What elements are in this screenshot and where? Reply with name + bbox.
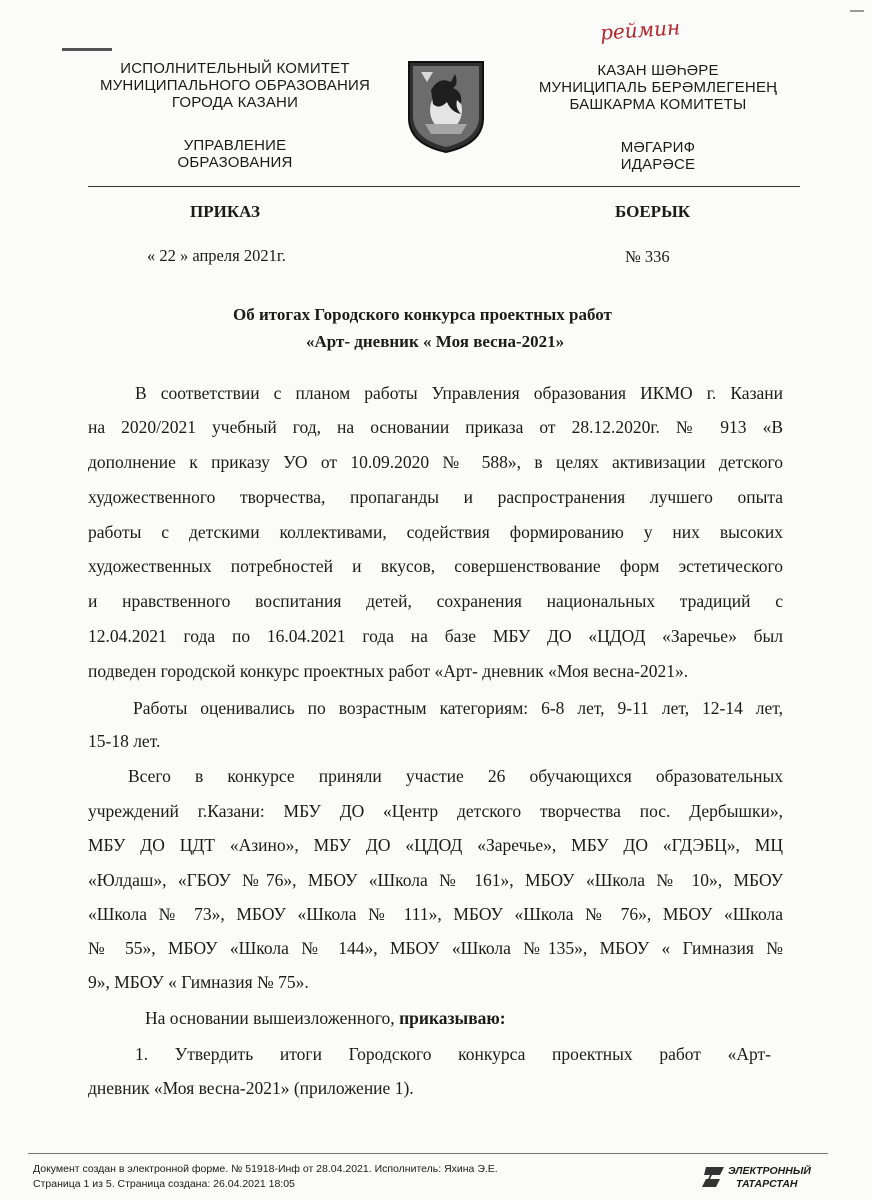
body-line: работы с детскими коллективами, содействия формированию у них высоких	[88, 522, 783, 542]
decree-line	[145, 1008, 506, 1028]
footer-doc-info: Документ создан в электронной форме. № 51918-Инф от 28.04.2021. Исполнитель: Яхина Э.Е.	[33, 1163, 498, 1175]
electronic-tatarstan-logo	[700, 1163, 820, 1193]
tatarstan-logo-icon	[700, 1165, 726, 1189]
body-line: 15-18 лет.	[88, 731, 161, 751]
body-line: Работы оценивались по возрастным категориям: 6-8 лет, 9-11 лет, 12-14 лет,	[133, 698, 783, 718]
body-line: В соответствии с планом работы Управления образования ИКМО г. Казани	[135, 383, 783, 403]
org-name-ru-2: МУНИЦИПАЛЬНОГО ОБРАЗОВАНИЯ	[100, 77, 370, 94]
scan-mark-corner	[850, 10, 864, 12]
body-line: № 55», МБОУ «Школа № 144», МБОУ «Школа №135», МБОУ « Гимназия №	[88, 938, 783, 958]
item-1-line-2: дневник «Моя весна-2021» (приложение 1).	[88, 1078, 414, 1098]
dept-name-ru-1: УПРАВЛЕНИЕ	[183, 137, 287, 154]
body-line: подведен городской конкурс проектных работ «Арт- дневник «Моя весна-2021».	[88, 661, 689, 681]
scan-mark	[62, 48, 112, 51]
body-line: «Юлдаш», «ГБОУ №76», МБОУ «Школа № 161», МБОУ «Школа № 10», МБОУ	[88, 870, 783, 890]
body-line: художественного творчества, пропаганды и распространения лучшего опыта	[88, 487, 783, 507]
order-title-tt: БОЕРЫК	[615, 202, 691, 221]
org-name-ru-1: ИСПОЛНИТЕЛЬНЫЙ КОМИТЕТ	[120, 60, 350, 77]
dept-name-ru-2: ОБРАЗОВАНИЯ	[177, 154, 293, 171]
org-name-tt-3: БАШКАРМА КОМИТЕТЫ	[569, 96, 747, 113]
subject-line-1: Об итогах Городского конкурса проектных работ	[233, 305, 612, 324]
body-line: на 2020/2021 учебный год, на основании приказа от 28.12.2020г. № 913 «В	[88, 417, 783, 437]
handwritten-signature: реймин	[599, 15, 681, 45]
subject-line-2: «Арт- дневник « Моя весна-2021»	[306, 332, 565, 351]
body-line: МБУ ДО ЦДТ «Азино», МБУ ДО «ЦДОД «Заречье», МБУ ДО «ГДЭБЦ», МЦ	[88, 835, 783, 855]
org-name-tt-1: КАЗАН ШӘҺӘРЕ	[597, 62, 719, 79]
decree-bold: приказываю:	[399, 1008, 506, 1028]
body-line: учреждений г.Казани: МБУ ДО «Центр детского творчества пос. Дербышки»,	[88, 801, 783, 821]
header-left	[70, 60, 400, 171]
item-1-line-1: 1. Утвердить итоги Городского конкурса проектных работ «Арт-	[135, 1044, 771, 1064]
decree-prefix: На основании вышеизложенного,	[145, 1008, 400, 1028]
body-line: дополнение к приказу УО от 10.09.2020 № 588», в целях активизации детского	[88, 452, 783, 472]
org-name-ru-3: ГОРОДА КАЗАНИ	[171, 94, 299, 111]
body-line: художественных потребностей и вкусов, совершенствование форм эстетического	[88, 556, 783, 576]
body-line: и нравственного воспитания детей, сохранения национальных традиций с	[88, 591, 783, 611]
order-date: « 22 » апреля 2021г.	[147, 246, 286, 265]
logo-text-2: ТАТАРСТАН	[736, 1178, 798, 1190]
org-name-tt-2: МУНИЦИПАЛЬ БЕРӘМЛЕГЕНЕҢ	[538, 79, 778, 96]
body-line: Всего в конкурсе приняли участие 26 обучающихся образовательных	[128, 766, 783, 786]
header-right	[498, 62, 818, 173]
footer-divider	[28, 1153, 828, 1154]
dept-name-tt-2: ИДАРӘСЕ	[620, 156, 696, 173]
logo-text-1: ЭЛЕКТРОННЫЙ	[728, 1165, 811, 1177]
order-number: № 336	[625, 247, 670, 266]
body-line: 9», МБОУ « Гимназия № 75».	[88, 972, 309, 992]
order-title-ru: ПРИКАЗ	[190, 202, 260, 221]
footer-page-info: Страница 1 из 5. Страница создана: 26.04.2021 18:05	[33, 1178, 295, 1190]
body-line: 12.04.2021 года по 16.04.2021 года на базе МБУ ДО «ЦДОД «Заречье» был	[88, 626, 783, 646]
kazan-coat-of-arms-emblem	[405, 58, 487, 154]
dept-name-tt-1: МӘГАРИФ	[620, 139, 696, 156]
body-line: «Школа № 73», МБОУ «Школа № 111», МБОУ «Школа № 76», МБОУ «Школа	[88, 904, 783, 924]
header-divider	[88, 186, 800, 187]
